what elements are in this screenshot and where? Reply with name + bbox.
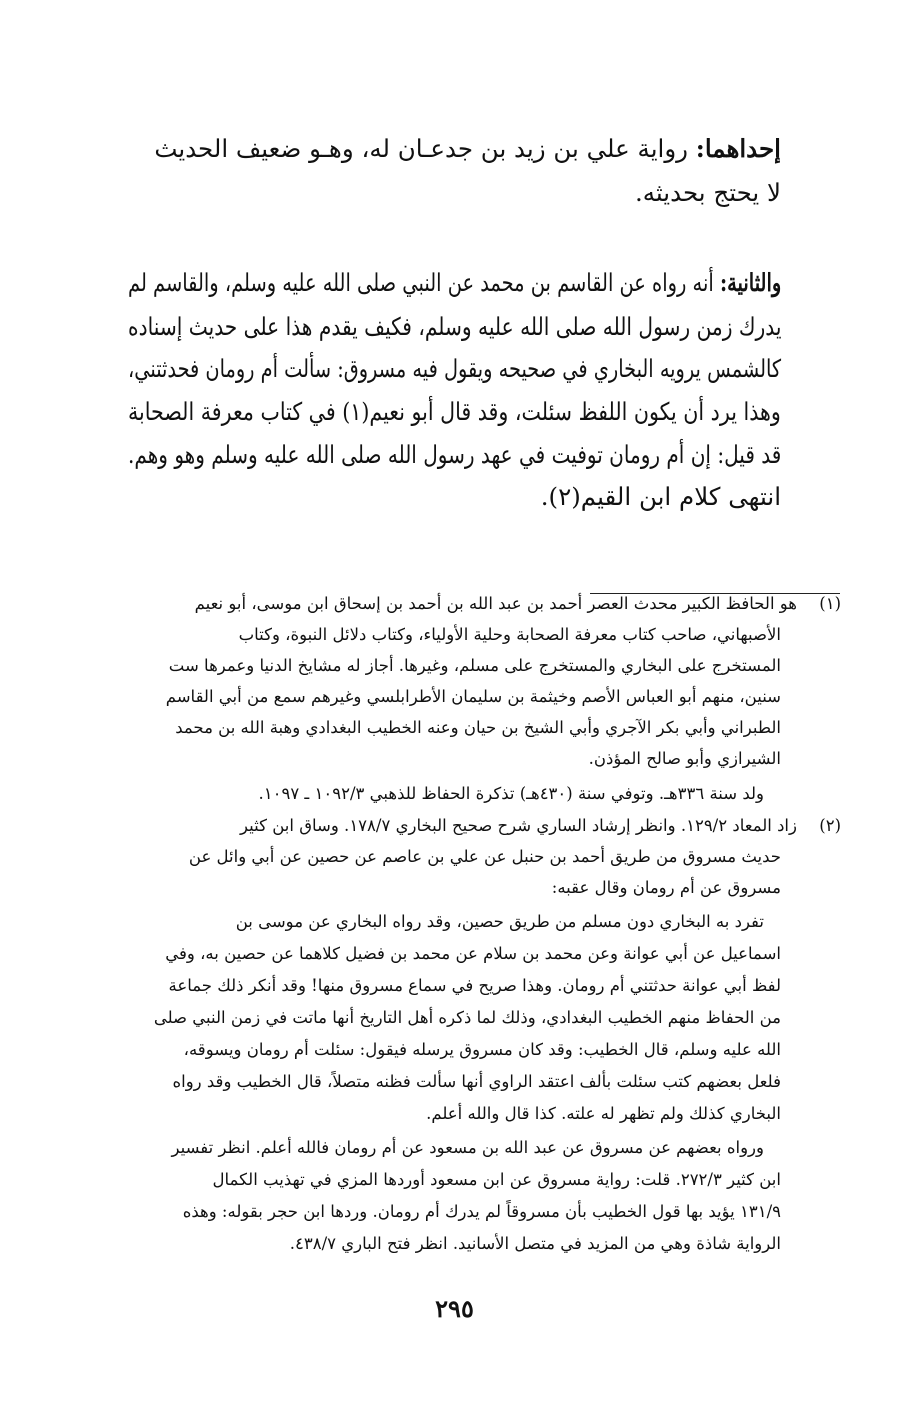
fn2-line13: ١٣١/٩ يؤيد بها قول الخطيب بأن مسروقاً لم يدرك أم رومان. وردها ابن حجر بقوله: وهذه [182,1202,781,1221]
fn1-line5: الطبراني وأبي بكر الآجري وأبي الشيخ بن حيان وعنه الخطيب البغدادي وهبة الله بن محمد [175,718,781,737]
para2-line6: انتهى كلام ابن القيم(٢). [540,482,781,511]
para2-line5: قد قيل: إن أم رومان توفيت في عهد رسول الله صلى الله عليه وسلم وهو وهم. [127,440,781,469]
fn2-line6: لفظ أبي عوانة حدثتني أم رومان. وهذا صريح في سماع مسروق منها! وقد أنكر ذلك جماعة [168,976,781,995]
fn2-line7: من الحفاظ منهم الخطيب البغدادي، وذلك لما ذكره أهل التاريخ أنها ماتت في زمن النبي صلى [153,1008,781,1027]
fn1-line6: الشيرازي وأبو صالح المؤذن. [588,749,781,768]
fn2-line12: ابن كثير ٢٧٢/٣. قلت: رواية مسروق عن ابن مسعود أوردها المزي في تهذيب الكمال [212,1170,781,1189]
page-number: ٢٩٥ [435,1294,474,1323]
para2-line1 [128,268,781,297]
para1-label: إحداهما: [695,134,781,163]
fn2-line8: الله عليه وسلم، قال الخطيب: وقد كان مسروق يرسله فيقول: سئلت أم رومان ويسوقه، [183,1040,781,1059]
fn2-line2: حديث مسروق من طريق أحمد بن حنبل عن علي بن عاصم عن حصين عن أبي وائل عن [188,847,781,866]
fn2-line10: البخاري كذلك ولم تظهر له علته. كذا قال والله أعلم. [426,1104,781,1123]
fn1-line3: المستخرج على البخاري والمستخرج على مسلم، وغيرها. أجاز له مشايخ الدنيا وعمرها ست [168,656,781,675]
para2-line1-text: أنه رواه عن القاسم بن محمد عن النبي صلى الله عليه وسلم، والقاسم لم [127,268,714,297]
para1-line1-text: رواية علي بن زيد بن جدعـان له، وهـو ضعيف الحديث [154,134,688,163]
fn2-line4: تفرد به البخاري دون مسلم من طريق حصين، وقد رواه البخاري عن موسى بن [235,912,764,931]
fn2-line3: مسروق عن أم رومان وقال عقبه: [551,878,781,897]
fn2-line9: فلعل بعضهم كتب سئلت بألف اعتقد الراوي أنها سألت فظنه متصلاً، قال الخطيب وقد رواه [172,1072,781,1091]
fn1-line2: الأصبهاني، صاحب كتاب معرفة الصحابة وحلية الأولياء، وكتاب دلائل النبوة، وكتاب [238,625,781,644]
fn1-line1: هو الحافظ الكبير محدث العصر أحمد بن عبد الله بن أحمد بن إسحاق ابن موسى، أبو نعيم [194,594,797,613]
fn2-line5: اسماعيل عن أبي عوانة وعن محمد بن سلام عن محمد بن فضيل كلاهما عن حصين به، وفي [165,944,781,963]
fn2-line14: الرواية شاذة وهي من المزيد في متصل الأسانيد. انظر فتح الباري ٤٣٨/٧. [289,1234,781,1253]
fn1-line7: ولد سنة ٣٣٦هـ. وتوفي سنة (٤٣٠هـ) تذكرة الحفاظ للذهبي ١٠٩٢/٣ ـ ١٠٩٧. [258,784,764,803]
para1-line2: لا يحتج بحديثه. [634,178,781,207]
footnote-2-number: (٢) [819,816,841,835]
fn1-line4: سنين، منهم أبو العباس الأصم وخيثمة بن سليمان الأطرابلسي وغيرهم سمع من أبي القاسم [165,687,781,706]
para2-line2: يدرك زمن رسول الله صلى الله عليه وسلم، فكيف يقدم هذا على حديث إسناده [127,312,781,341]
para2-line4: وهذا يرد أن يكون اللفظ سئلت، وقد قال أبو نعيم(١) في كتاب معرفة الصحابة [128,397,781,426]
para2-label: والثانية: [719,268,781,297]
fn2-line1: زاد المعاد ١٢٩/٢. وانظر إرشاد الساري شرح صحيح البخاري ١٧٨/٧. وساق ابن كثير [240,816,797,835]
footnote-1-number: (١) [819,594,841,613]
para1-line1 [154,134,781,163]
fn2-line11: ورواه بعضهم عن مسروق عن عبد الله بن مسعود عن أم رومان فالله أعلم. انظر تفسير [171,1138,764,1157]
para2-line3: كالشمس يرويه البخاري في صحيحه ويقول فيه مسروق: سألت أم رومان فحدثتني، [127,354,781,383]
